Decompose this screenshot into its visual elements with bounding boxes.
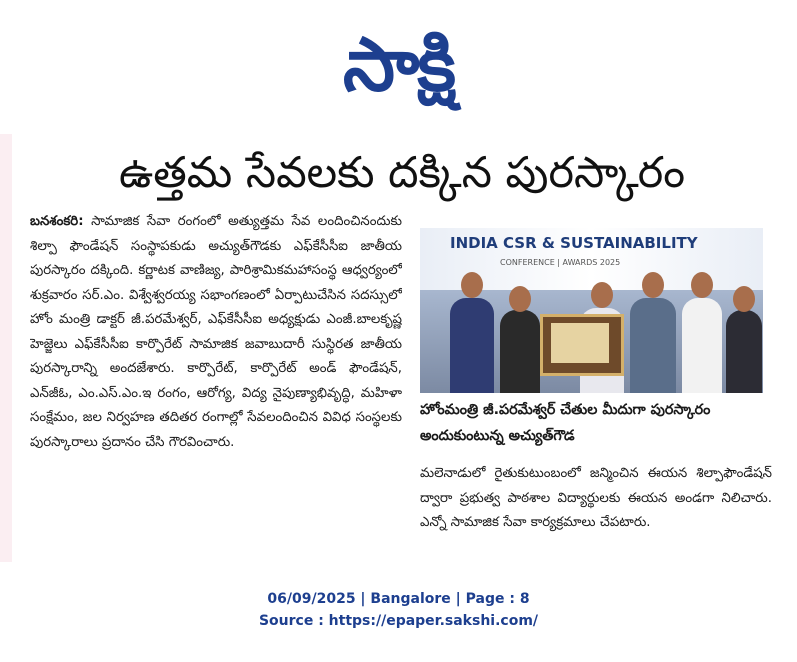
person-head [461,272,483,298]
article-body-right: మలెనాడులో రైతుకుటుంబంలో జన్మించిన ఈయన శిల్పాఫౌండేషన్ ద్వారా ప్రభుత్వ పాఠశాల విద్యార్థులకు ఈయన అండగా నిలిచారు. ఎన్నో సామాజిక సేవా కార్యక్రమాలు చేపటారు. [420,466,772,530]
person-figure [630,298,676,393]
dateline: బనశంకరి: [30,214,84,229]
photo-banner-subtitle: CONFERENCE | AWARDS 2025 [500,258,621,267]
source-footer [0,588,797,632]
person-figure [726,310,762,393]
person-figure [500,310,540,393]
body-left-text: సామాజిక సేవా రంగంలో అత్యుత్తమ సేవ లందించినందుకు శిల్పా ఫౌండేషన్ సంస్థాపకుడు అచ్యుత్‌గౌడకు ఎఫ్‌కేసీసీఐ జాతీయ పురస్కారం దక్కింది. కర్ణాటక వాణిజ్య, పారిశ్రామికమహాసంస్థ ఆధ్వర్యంలో శుక్రవారం సర్.ఎం. విశ్వేశ్వరయ్య సభాంగణంలో ఏర్పాటుచేసిన సదస్సులో హోం మంత్రి డాక్టర్ జీ.పరమేశ్వర్, ఎఫ్‌కేసీసీఐ అధ్యక్షుడు ఎంజీ.బాలకృష్ణ హెజ్జెలు ఎఫ్‌కేసీసీఐ కార్పొరేట్ సామాజిక జవాబుదారీ సుస్థిరత జాతీయ పురస్కారాన్ని అందజేశారు. కార్పొరేట్, కార్పొరేట్ అండ్ ఫౌండేషన్, ఎన్‌జీఓ, ఎం.ఎస్.ఎం.ఇ రంగం, ఆరోగ్య, విద్య నైపుణ్యాభివృద్ధి, మహిళా సంక్షేమం, జల నిర్వహణ తదితర రంగాల్లో సేవలందించిన వివిధ సంస్థలకు పురస్కారాలు ప్రదానం చేసి గౌరవించారు. [30,214,402,450]
margin-band [0,134,12,562]
photo-caption: హోంమంత్రి జీ.పరమేశ్వర్ చేతుల మీదుగా పురస్కారం అందుకుంటున్న అచ్యుత్‌గౌడ [420,402,711,444]
article-body-left [30,210,402,570]
person-figure [450,298,494,393]
sakshi-logo: సాక్షి [343,22,454,108]
person-figure [682,298,722,393]
person-head [642,272,664,298]
article-headline: ఉత్తమ సేవలకు దక్కిన పురస్కారం [118,148,686,198]
award-plaque [540,314,624,376]
footer-source-link[interactable]: Source : https://epaper.sakshi.com/ [258,613,539,629]
person-head [509,286,531,312]
footer-date-page: 06/09/2025 | Bangalore | Page : 8 [267,591,530,607]
person-head [691,272,713,298]
masthead [0,0,797,130]
award-photo [420,228,763,393]
person-head [591,282,613,308]
photo-banner-title: INDIA CSR & SUSTAINABILITY [450,234,698,252]
person-head [733,286,755,312]
